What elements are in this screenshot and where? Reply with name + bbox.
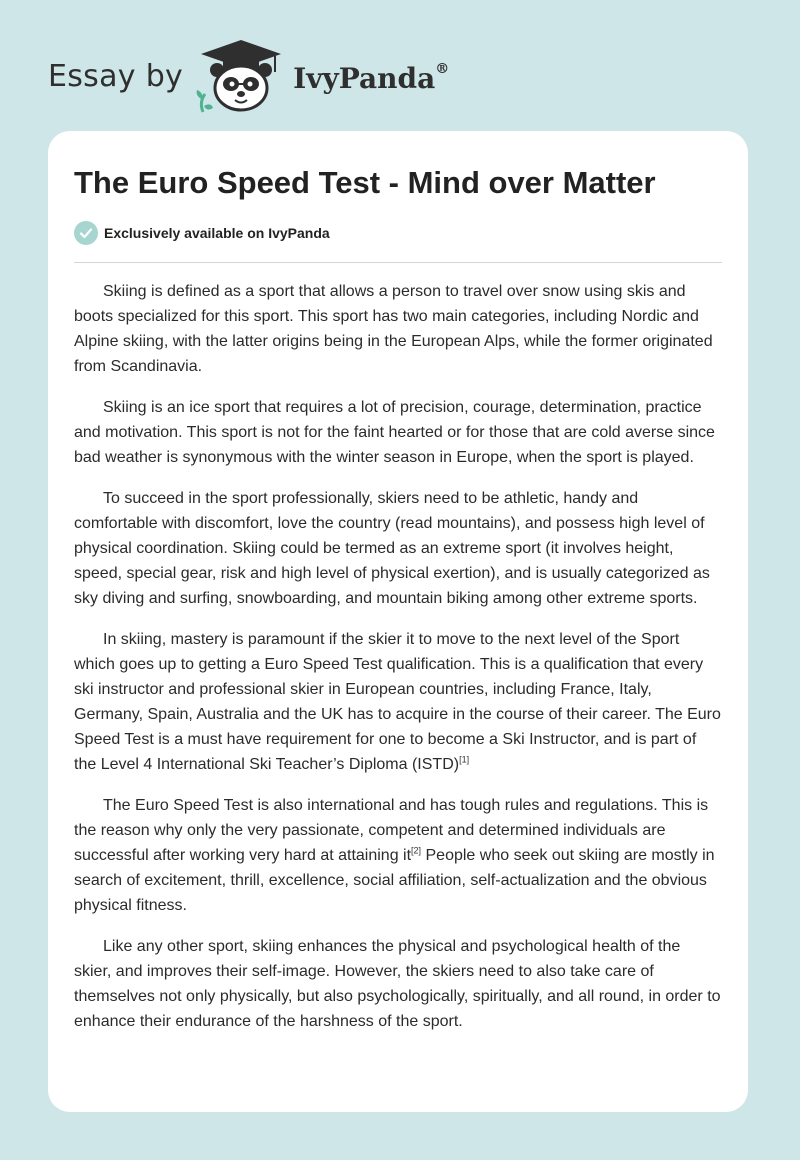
essay-body xyxy=(74,279,722,1050)
registered-mark: ® xyxy=(435,61,450,78)
check-icon xyxy=(74,221,98,245)
essay-card xyxy=(48,131,748,1112)
brand-name[interactable]: IvyPanda® xyxy=(293,61,450,95)
paragraph: The Euro Speed Test is also international and has tough rules and regulations. This is the reason why only the very passionate, competent and determined individuals are successful after working very hard at attaining it[2] People who seek out skiing are mostly in search of excitement, thrill, excellence, social affiliation, self-actualization and the obvious physical fitness. xyxy=(74,797,715,914)
panda-logo-icon[interactable] xyxy=(195,36,287,116)
paragraph: In skiing, mastery is paramount if the skier it to move to the next level of the Sport which goes up to getting a Euro Speed Test qualification. This is a qualification that every ski instructor and professional skier in European countries, including France, Italy, Germany, Spain, Australia and the UK has to acquire in the course of their career. The Euro Speed Test is a must have requirement for one to become a Ski Instructor, and is part of the Level 4 International Ski Teacher’s Diploma (ISTD)[1] xyxy=(74,631,721,773)
page-title: The Euro Speed Test - Mind over Matter xyxy=(74,165,656,200)
site-header xyxy=(48,36,449,116)
paragraph: Skiing is an ice sport that requires a lot of precision, courage, determination, practice and motivation. This sport is not for the faint hearted or for those that are cold averse since bad weather is synonymous with the winter season in Europe, when the sport is played. xyxy=(74,399,715,466)
footnote-ref[interactable]: [1] xyxy=(459,754,470,765)
paragraph: Skiing is defined as a sport that allows a person to travel over snow using skis and boots specialized for this sport. This sport has two main categories, including Nordic and Alpine skiing, with the latter origins being in the European Alps, while the former originated from Scandinavia. xyxy=(74,283,713,375)
footnote-ref[interactable]: [2] xyxy=(411,845,422,856)
exclusive-badge-label: Exclusively available on IvyPanda xyxy=(104,225,330,241)
exclusive-badge xyxy=(74,221,330,245)
paragraph: Like any other sport, skiing enhances the physical and psychological health of the skier, and improves their self-image. However, the skiers need to also take care of themselves not only physically, but also psychologically, spiritually, and all round, in order to enhance their endurance of the harshness of the sport. xyxy=(74,938,721,1030)
divider xyxy=(74,262,722,263)
paragraph: To succeed in the sport professionally, skiers need to be athletic, handy and comfortable with discomfort, love the country (read mountains), and possess high level of physical coordination. Skiing could be termed as an extreme sport (it involves height, speed, special gear, risk and high level of physical exertion), and is usually categorized as sky diving and surfing, snowboarding, and mountain biking among other extreme sports. xyxy=(74,490,710,607)
essay-by-label: Essay by xyxy=(48,58,184,94)
